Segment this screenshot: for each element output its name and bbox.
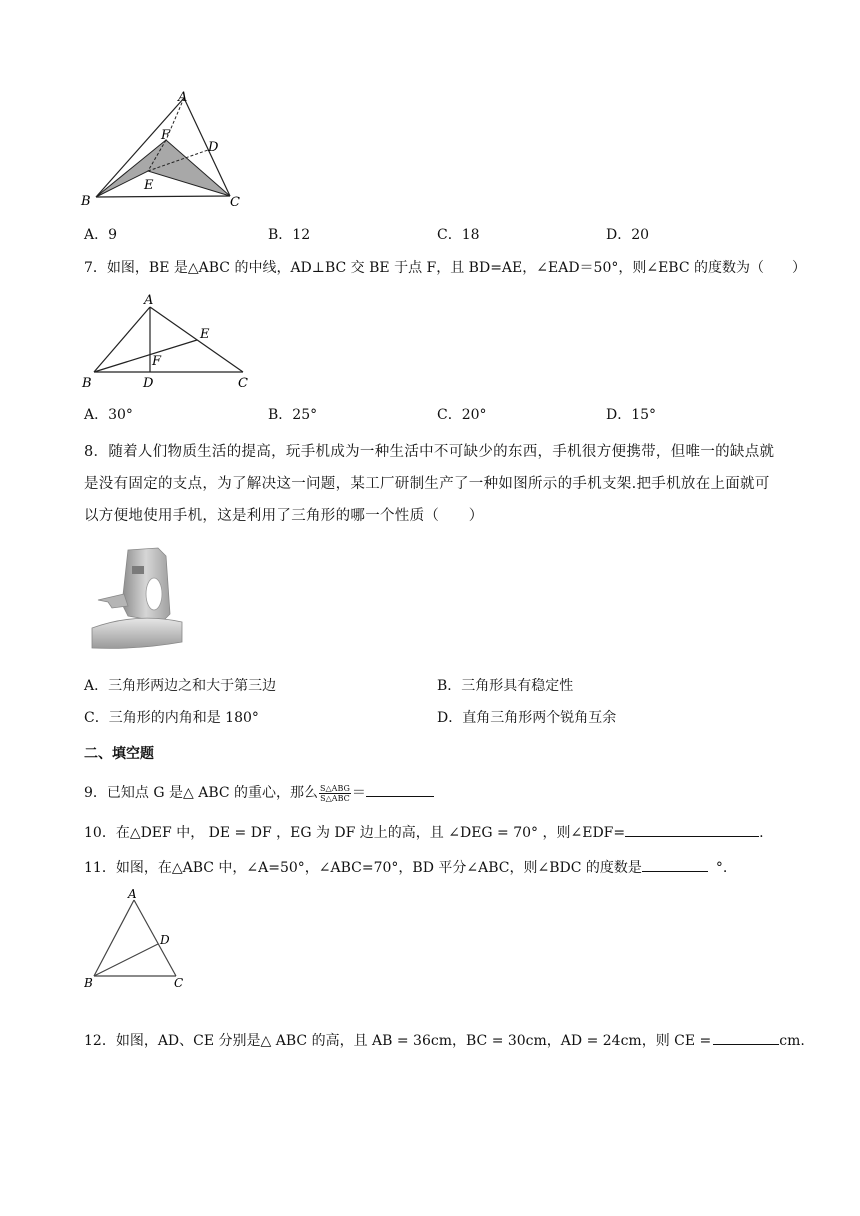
q11: [84, 857, 727, 878]
q7-stem: 7．如图，BE 是△ABC 的中线，AD⊥BC 交 BE 于点 F，且 BD=AE，∠EAD＝50°，则∠EBC 的度数为（ ）: [84, 260, 807, 276]
q11-unit: °.: [715, 860, 728, 876]
label-C: C: [174, 976, 184, 990]
label-B: B: [81, 194, 91, 209]
label-D: D: [160, 933, 170, 947]
q9-fraction: [319, 784, 351, 803]
label-E: E: [144, 178, 154, 193]
q9-numerator: S△ABG: [320, 783, 350, 793]
q8-option-c[interactable]: C．三角形的内角和是 180°: [84, 710, 259, 726]
q8-option-b[interactable]: B．三角形具有稳定性: [437, 678, 574, 694]
q10-answer-blank[interactable]: [625, 822, 759, 837]
q7-option-a[interactable]: A．30°: [84, 407, 133, 423]
q9-equals: ＝: [351, 785, 366, 801]
figure-q7-triangle: [78, 290, 258, 390]
label-F: F: [161, 128, 171, 143]
q9-denominator: S△ABC: [320, 793, 350, 803]
figure-q6-triangle: [78, 88, 248, 210]
q7-option-b[interactable]: B．25°: [268, 407, 318, 423]
q6-option-d[interactable]: D．20: [606, 227, 650, 243]
q10-text: 10．在△DEF 中， DE = DF ，EG 为 DF 边上的高，且 ∠DEG = 70° ，则∠EDF=: [84, 825, 626, 841]
q6-option-b[interactable]: B．12: [268, 227, 311, 243]
label-A: A: [144, 293, 154, 308]
q12-text: 12．如图，AD、CE 分别是△ ABC 的高，且 AB = 36cm，BC = 30cm，AD = 24cm，则 CE =: [84, 1033, 712, 1049]
q6-option-c[interactable]: C．18: [437, 227, 480, 243]
label-F: F: [152, 354, 162, 369]
label-A: A: [178, 90, 188, 105]
q10: [84, 822, 764, 843]
q10-period: .: [759, 825, 764, 841]
label-C: C: [230, 195, 240, 210]
label-C: C: [238, 376, 248, 390]
q9-answer-blank[interactable]: [366, 782, 434, 797]
q8-stem: 8．随着人们物质生活的提高，玩手机成为一种生活中不可缺少的东西，手机很方便携带，但唯一的缺点就是没有固定的支点，为了解决这一问题，某工厂研制生产了一种如图所示的手机支架.把手机放在上面就可以方便地使用手机，这是利用了三角形的哪一个性质（ ）: [84, 444, 775, 524]
q7-option-d[interactable]: D．15°: [606, 407, 657, 423]
q7-option-c[interactable]: C．20°: [437, 407, 487, 423]
label-D: D: [143, 376, 154, 390]
section-title-fill-in: 二、填空题: [84, 746, 154, 762]
label-D: D: [208, 140, 219, 155]
label-B: B: [84, 976, 93, 990]
figure-q11-triangle: [84, 886, 194, 990]
q6-option-a[interactable]: A．9: [84, 227, 118, 243]
label-B: B: [82, 376, 92, 390]
q11-text: 11．如图，在△ABC 中，∠A=50°，∠ABC=70°，BD 平分∠ABC，则∠BDC 的度数是: [84, 860, 642, 876]
q8-option-d[interactable]: D．直角三角形两个锐角互余: [437, 710, 617, 726]
q11-answer-blank[interactable]: [642, 857, 708, 872]
label-A: A: [128, 887, 137, 901]
q12-answer-blank[interactable]: [713, 1030, 779, 1045]
label-E: E: [200, 327, 210, 342]
q9: [84, 782, 434, 803]
q8-option-a[interactable]: A．三角形两边之和大于第三边: [84, 678, 277, 694]
phone-stand-image: [88, 542, 184, 654]
q12-unit: cm.: [779, 1033, 805, 1049]
q9-text: 9．已知点 G 是△ ABC 的重心，那么: [84, 785, 319, 801]
q12: [84, 1030, 805, 1051]
